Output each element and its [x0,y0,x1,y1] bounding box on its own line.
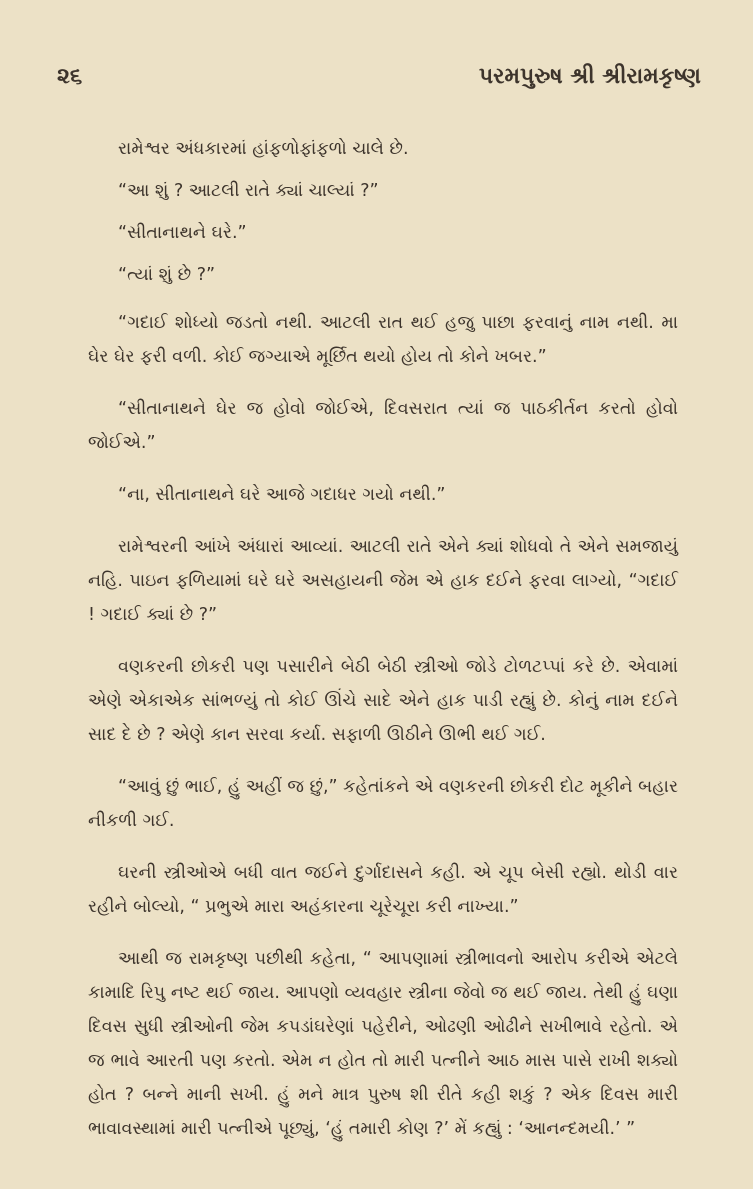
paragraph: “ત્યાં શું છે ?” [118,265,216,285]
page-number: ૨૬ [57,64,83,89]
paragraph: ઘરની સ્ત્રીઓએ બધી વાત જઈને દુર્ગાદાસને કહી. એ ચૂપ બેસી રહ્યો. થોડી વાર રહીને બોલ્યો, “ પ્રભુએ મારા અહંકારના ચૂરેચૂરા કરી નાખ્યા.” [88,863,678,917]
paragraph: “સીતાનાથને ઘેર જ હોવો જોઈએ, દિવસરાત ત્યાં જ પાઠકીર્તન કરતો હોવો જોઈએ.” [88,399,678,453]
paragraph: રામેશ્વરની આંખે અંધારાં આવ્યાં. આટલી રાતે એને ક્યાં શોધવો તે એને સમજાયું નહિ. પાઇન ફળિયામાં ઘરે ઘરે અસહાયની જેમ એ હાક દઈને ફરવા લાગ્યો, “ગદાઈ ! ગદાઈ ક્યાં છે ?” [88,537,678,625]
paragraph: “આવું છું ભાઈ, હું અહીં જ છું,” કહેતાંકને એ વણકરની છોકરી દોટ મૂકીને બહાર નીકળી ગઈ. [88,777,678,831]
body-text [88,132,678,1164]
paragraph: આથી જ રામકૃષ્ણ પછીથી કહેતા, “ આપણામાં સ્ત્રીભાવનો આરોપ કરીએ એટલે કામાદિ રિપુ નષ્ટ થઈ જાય. આપણો વ્યવહાર સ્ત્રીના જેવો જ થઈ જાય. તેથી હું ઘણા દિવસ સુધી સ્ત્રીઓની જેમ કપડાંઘરેણાં પહેરીને, ઓઢણી ઓઢીને સખીભાવે રહેતો. એ જ ભાવે આરતી પણ કરતો. એમ ન હોત તો મારી પત્નીને આઠ માસ પાસે રાખી શક્યો હોત ? બન્ને માની સખી. હું મને માત્ર પુરુષ શી રીતે કહી શકું ? એક દિવસ મારી ભાવાવસ્થામાં મારી પત્નીએ પૂછ્યું, ‘હું તમારી કોણ ?’ મેં કહ્યું : ‘આનન્દમયી.’ ” [88,949,678,1139]
paragraph: “ગદાઈ શોધ્યો જડતો નથી. આટલી રાત થઈ હજુ પાછા ફરવાનું નામ નથી. મા ઘેર ઘેર ફરી વળી. કોઈ જગ્યાએ મૂર્છિત થયો હોય તો કોને ખબર.” [88,313,678,367]
paragraph: “સીતાનાથને ઘરે.” [118,223,247,243]
paragraph: રામેશ્વર અંધકારમાં હાંફળોફાંફળો ચાલે છે. [118,139,409,159]
paragraph: “આ શું ? આટલી રાતે ક્યાં ચાલ્યાં ?” [118,181,379,201]
running-title: પરમપુરુષ શ્રી શ્રીરામકૃષ્ણ [478,64,701,89]
paragraph: “ના, સીતાનાથને ઘરે આજે ગદાધર ગયો નથી.” [118,485,446,505]
paragraph: વણકરની છોકરી પણ પસારીને બેઠી બેઠી સ્ત્રીઓ જોડે ટોળટપ્પાં કરે છે. એવામાં એણે એકાએક સાંભળ્યું તો કોઈ ઊંચે સાદે એને હાક પાડી રહ્યું છે. કોનું નામ દઈને સાદ દે છે ? એણે કાન સરવા કર્યા. સફાળી ઊઠીને ઊભી થઈ ગઈ. [88,657,678,745]
